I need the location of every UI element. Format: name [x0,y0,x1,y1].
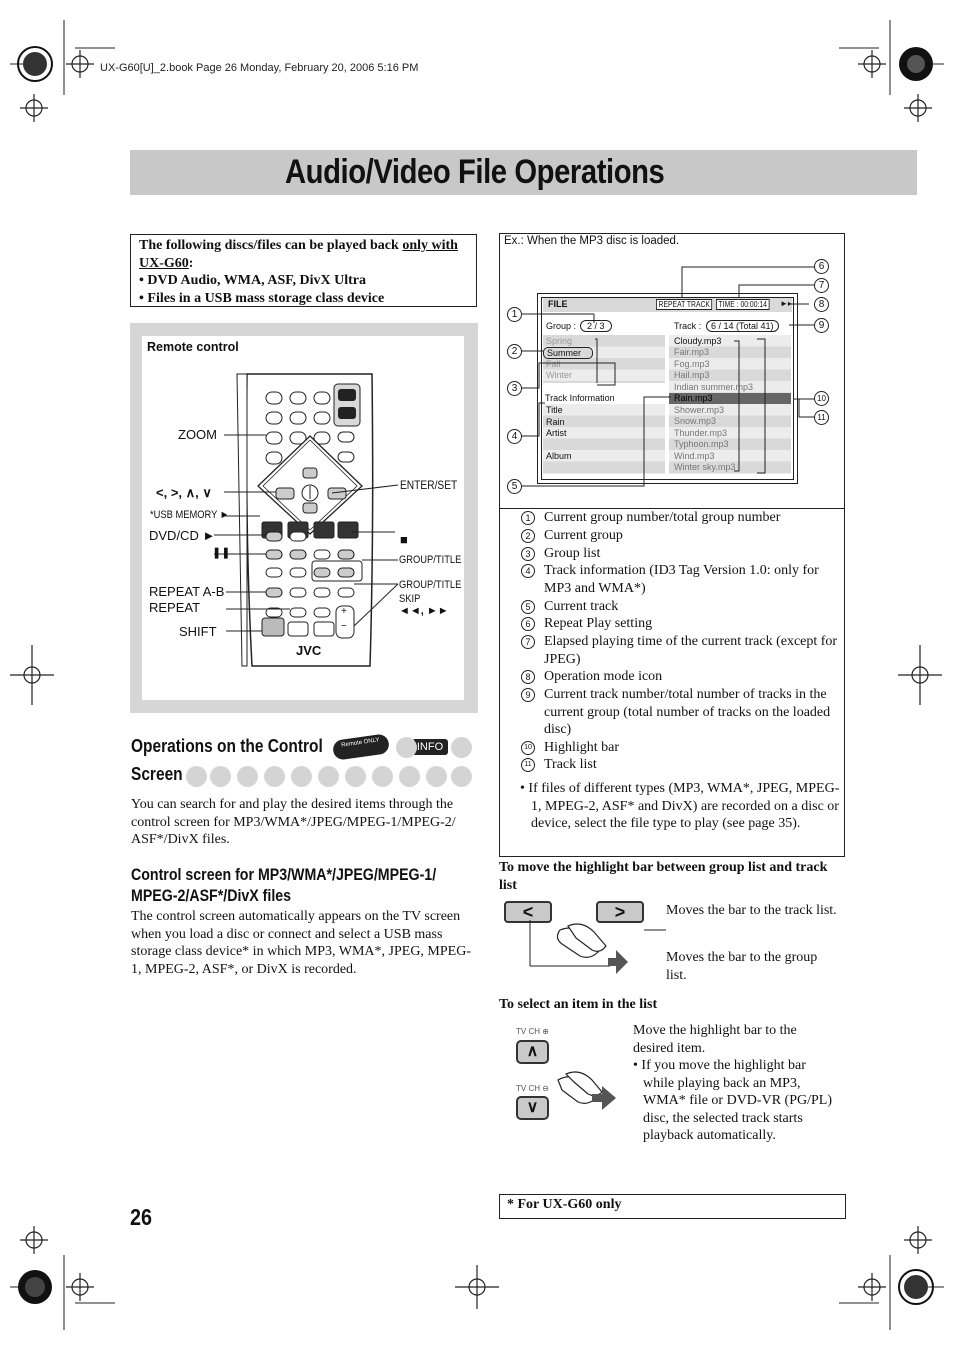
label-zoom: ZOOM [178,427,217,442]
track-item: Fair.mp3 [674,347,710,357]
screen-callout-lines [499,233,845,509]
minus-key-label: − [341,621,347,632]
compat-bullet-1: • DVD Audio, WMA, ASF, DivX Ultra [139,273,366,288]
print-header: UX-G60[U]_2.book Page 26 Monday, February 20, 2006 5:16 PM [100,62,419,74]
select-item-heading: To select an item in the list [499,997,658,1012]
tvch-down-label: TV CH ⊖ [516,1084,549,1093]
move-to-group-text: Moves the bar to the group list. [666,950,818,983]
group-item: Fall [546,359,561,369]
callout-9: 9 [814,318,829,333]
group-item-current: Summer [543,347,593,359]
move-to-track-text: Moves the bar to the track list. [666,903,837,918]
label-pause: ❚❚ [212,547,231,559]
compat-text: The following discs/files can be played back [139,238,403,253]
label-dvd-cd: DVD/CD ► [149,528,216,543]
brand-logo: JVC [296,643,322,658]
compatibility-box [130,234,477,307]
compat-colon: : [188,255,194,271]
label-repeat: REPEAT [149,600,201,615]
info-badge: INFO [412,739,448,755]
subsection-heading-line1: Control screen for MP3/WMA*/JPEG/MPEG-1/ [131,866,437,884]
callout-11: 11 [814,410,829,425]
compatibility-line1 [139,237,468,272]
remote-only-badge: Remote ONLY [332,733,390,761]
callout-8: 8 [814,297,829,312]
track-info-label: Track Information [545,393,615,403]
label-group-title-skip: GROUP/TITLE [399,579,462,591]
subsection-body: The control screen automatically appears on the TV screen when you load a disc or connect and select a USB mass storage class device* in which MP3, WMA*, JPEG, MPEG-1, MPEG-2, ASF*, or DivX is recorded. [131,909,471,977]
operation-mode-icon: ►▸ [780,299,792,308]
label-repeat-ab: REPEAT A-B [149,584,225,599]
track-item: Cloudy.mp3 [674,336,722,346]
page-number: 26 [130,1204,153,1230]
group-item: Winter [546,370,573,380]
plus-key-label: + [341,606,347,617]
info-field: Album [546,451,572,461]
label-group-title: GROUP/TITLE [399,554,462,566]
screen-elapsed-time: TIME : 00:00:14 [716,299,769,310]
select-item-desc: Move the highlight bar to the desired item. [633,1023,797,1056]
callout-1: 1 [507,307,522,322]
left-key-glyph: < [522,902,534,922]
tvch-up-label: TV CH ⊕ [516,1027,549,1036]
callout-2: 2 [507,344,522,359]
callout-3: 3 [507,381,522,396]
callout-10: 10 [814,391,829,406]
track-item-current: Rain.mp3 [674,393,713,403]
finger-pointing-illustration-2 [550,1068,622,1112]
screen-file-label: FILE [548,299,568,309]
screen-track-label: Track : [674,321,702,331]
footnote-text: * For UX-G60 only [507,1197,622,1212]
screen-group-label: Group : [546,321,577,331]
label-cursor-arrows: <, >, ∧, ∨ [156,485,212,500]
section-intro: You can search for and play the desired items through the control screen for MP3/WMA*/JPEG/MPEG-1/MPEG-2/ ASF*/DivX files. [131,797,456,847]
section-heading-line2: Screen [131,764,183,784]
info-field: Rain [546,417,565,427]
screen-track-value: 6 / 14 (Total 41) [706,320,779,332]
callout-4: 4 [507,429,522,444]
legend-note: • If files of different types (MP3, WMA*, JPEG, MPEG-1, MPEG-2, ASF* and DivX) are recorded on a disc or device, select the file type to play (see page 35). [520,781,840,831]
page-title: Audio/Video File Operations [285,153,665,191]
label-usb-memory: *USB MEMORY ► [150,509,230,521]
right-key-glyph: > [614,902,626,922]
label-stop: ■ [400,532,408,547]
callout-7: 7 [814,278,829,293]
callout-6: 6 [814,259,829,274]
track-item: Fog.mp3 [674,359,710,369]
track-item: Hail.mp3 [674,370,710,380]
move-bar-heading: To move the highlight bar between group list and track list [499,860,828,893]
label-skip: SKIP [399,593,421,605]
footnote [499,1194,846,1219]
track-item: Indian summer.mp3 [674,382,754,392]
subsection-heading-line2: MPEG-2/ASF*/DivX files [131,887,292,905]
info-field: Artist [546,428,567,438]
compat-underlined: only with UX-G60 [139,238,458,271]
remote-caption: Remote control [147,340,239,354]
info-field: Title [546,405,563,415]
finger-pointing-illustration [520,918,670,974]
compat-bullet-2: • Files in a USB mass storage class device [139,290,385,306]
track-item: Typhoon.mp3 [674,439,729,449]
screen-repeat-track: REPEAT TRACK [656,299,712,310]
label-shift: SHIFT [179,624,217,639]
section-heading-line1: Operations on the Control [131,736,323,756]
select-item-bullet: • If you move the highlight bar while playing back an MP3, WMA* file or DVD-VR (PG/PL) disc, the selected track starts playback automatically. [633,1058,832,1143]
up-key-glyph: ∧ [526,1043,539,1060]
screen-group-value: 2 / 3 [580,320,612,332]
track-item: Thunder.mp3 [674,428,728,438]
label-enter-set: ENTER/SET [400,478,458,492]
track-item: Winter sky.mp3 [674,462,736,472]
callout-5: 5 [507,479,522,494]
screen-example-caption: Ex.: When the MP3 disc is loaded. [504,235,680,247]
track-item: Shower.mp3 [674,405,725,415]
track-item: Snow.mp3 [674,416,717,426]
track-item: Wind.mp3 [674,451,715,461]
group-item: Spring [546,336,573,346]
down-key-glyph: ∨ [526,1099,539,1116]
label-skip-icons: ◄◄, ►► [399,605,449,617]
